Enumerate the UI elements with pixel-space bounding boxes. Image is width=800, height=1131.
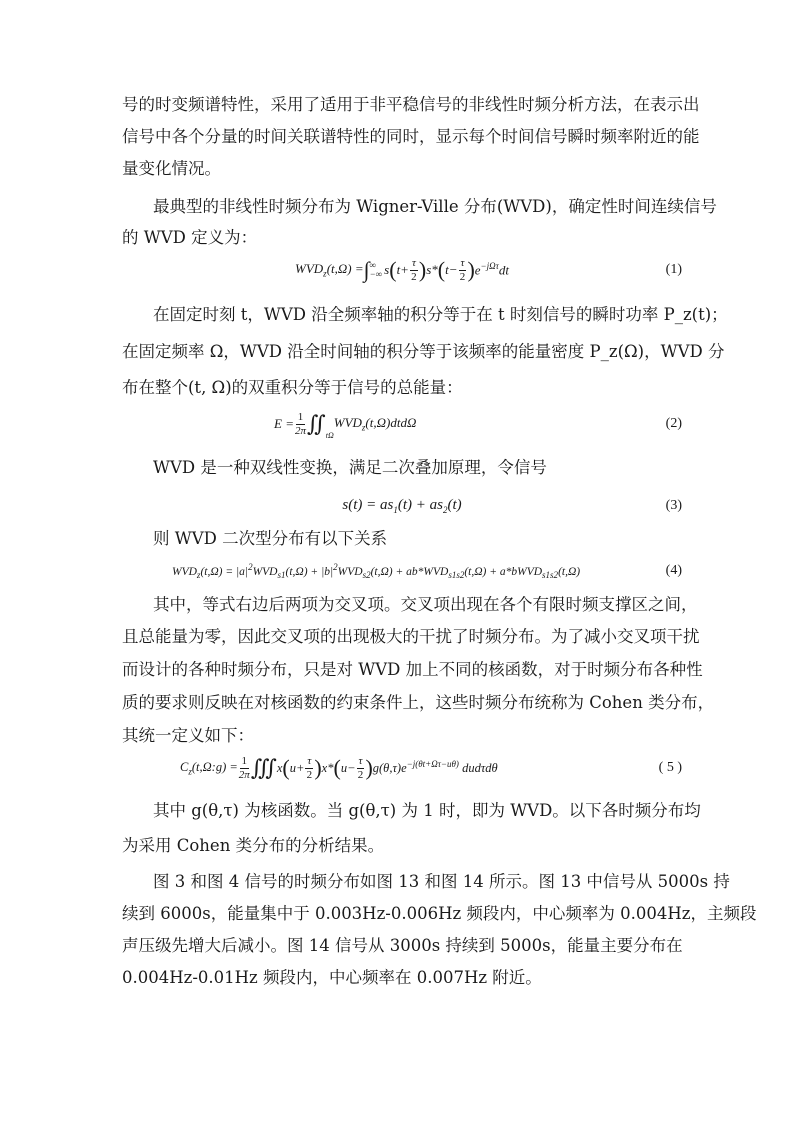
text-line: 其统一定义如下： xyxy=(122,726,254,745)
equation-1: $WVD_z(t,\Omega)$ = ∫ ∞ −∞ s ( t+ $\frac{\tau}{2}$ ) s* ( t− $\frac{\tau}{2}$ ) $e^{-j\Omega\tau}dt$ (1) xyxy=(295,256,682,283)
equation-2: E = $\frac{1}{2\pi}$ ∬ tΩ $WVD_z(t,\Omega)dtd\Omega$ (2) xyxy=(274,410,682,440)
text-line: 在固定时刻 t，WVD 沿全频率轴的积分等于在 t 时刻信号的瞬时功率 P_z(t)； xyxy=(153,305,728,324)
text-line: 其中，等式右边后两项为交叉项。交叉项出现在各个有限时频支撑区之间， xyxy=(153,595,698,614)
equation-number: (4) xyxy=(665,563,682,578)
equation-number: (1) xyxy=(665,262,682,277)
equation-number: (3) xyxy=(665,498,682,513)
text-line: WVD 是一种双线性变换，满足二次叠加原理，令信号 xyxy=(153,458,547,477)
text-line: 最典型的非线性时频分布为 Wigner-Ville 分布(WVD)，确定性时间连续信号 xyxy=(153,197,717,216)
text-line: 在固定频率 Ω，WVD 沿全时间轴的积分等于该频率的能量密度 P_z(Ω)，WVD 分 xyxy=(122,342,725,361)
text-line: 信号中各个分量的时间关联谱特性的同时，显示每个时间信号瞬时频率附近的能 xyxy=(122,127,700,146)
text-line: 图 3 和图 4 信号的时频分布如图 13 和图 14 所示。图 13 中信号从 5000s 持 xyxy=(153,872,730,891)
equation-5: $C_z(t,\Omega:g)$ = $\frac{1}{2\pi}$ ∭ x ( u+ $\frac{\tau}{2}$ ) x* ( u− $\frac{\tau}{2}$ ) $g(\theta,\tau)e^{-j(\theta t+\Omega\tau-u\theta)}$ dudτdθ ( 5 ) xyxy=(180,754,682,781)
text-line: 0.004Hz-0.01Hz 频段内，中心频率在 0.007Hz 附近。 xyxy=(122,968,542,987)
text-line: 布在整个(t, Ω)的双重积分等于信号的总能量： xyxy=(122,378,463,397)
equation-number: (2) xyxy=(665,416,682,431)
text-line: 为采用 Cohen 类分布的分析结果。 xyxy=(122,836,385,855)
text-line: 质的要求则反映在对核函数的约束条件上，这些时频分布统称为 Cohen 类分布， xyxy=(122,693,715,712)
text-line: 量变化情况。 xyxy=(122,159,221,178)
text-line: 声压级先增大后减小。图 14 信号从 3000s 持续到 5000s，能量主要分布在 xyxy=(122,936,683,955)
equation-3: $s(t) = as_1(t) + as_2(t)$ (3) xyxy=(342,497,682,515)
text-line: 且总能量为零，因此交叉项的出现极大的干扰了时频分布。为了减小交叉项干扰 xyxy=(122,627,700,646)
text-line: 续到 6000s，能量集中于 0.003Hz-0.006Hz 频段内，中心频率为 0.004Hz，主频段 xyxy=(122,904,757,923)
text-line: 则 WVD 二次型分布有以下关系 xyxy=(153,529,388,548)
text-line: 而设计的各种时频分布，只是对 WVD 加上不同的核函数，对于时频分布各种性 xyxy=(122,660,703,679)
text-line: 其中 g(θ,τ) 为核函数。当 g(θ,τ) 为 1 时，即为 WVD。以下各时频分布均 xyxy=(153,801,701,820)
equation-number: ( 5 ) xyxy=(658,760,682,775)
text-line: 的 WVD 定义为： xyxy=(122,228,258,247)
text-line: 号的时变频谱特性，采用了适用于非平稳信号的非线性时频分析方法，在表示出 xyxy=(122,95,700,114)
equation-4: $WVD_z(t,\Omega) = |a|^2WVD_{s1}(t,\Omega) + |b|^2WVD_{s2}(t,\Omega) + ab*WVD_{s1s2}(t,\Omega)$ + a*bWVD$_{s1s2}$(t,Ω) (4) xyxy=(172,561,682,581)
